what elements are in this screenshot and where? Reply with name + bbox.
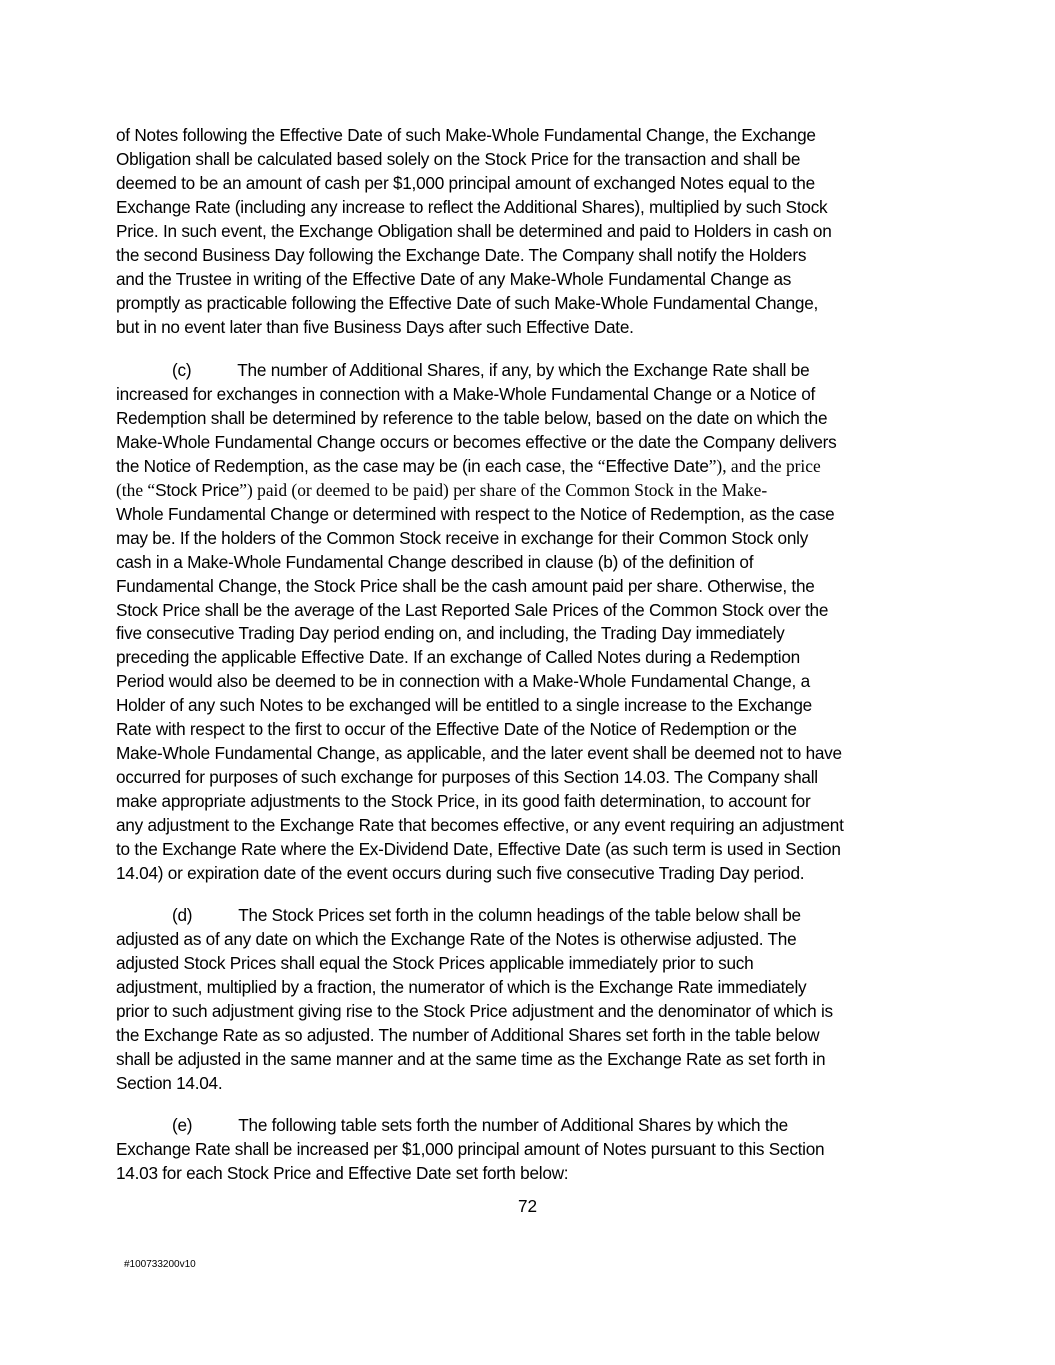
paragraph-first-line-text: The Stock Prices set forth in the column headings of the table below shall be — [238, 905, 801, 925]
paragraph-e — [116, 1114, 940, 1186]
text-line: Obligation shall be calculated based solely on the Stock Price for the transaction and shall be — [116, 148, 801, 169]
text-segment: “ — [597, 455, 606, 476]
text-segment: (the “ — [116, 479, 156, 500]
text-line: any adjustment to the Exchange Rate that becomes effective, or any event requiring an adjustment — [116, 815, 844, 836]
text-line: Redemption shall be determined by reference to the table below, based on the date on which the — [116, 407, 828, 428]
text-line: adjustment, multiplied by a fraction, the numerator of which is the Exchange Rate immediately — [116, 976, 807, 997]
paragraph-marker: (d) — [172, 905, 193, 925]
document-id: #100733200v10 — [124, 1259, 196, 1270]
paragraph-first-line-text: The number of Additional Shares, if any, by which the Exchange Rate shall be — [237, 360, 810, 380]
text-line: but in no event later than five Business Days after such Effective Date. — [116, 316, 634, 337]
text-line: cash in a Make-Whole Fundamental Change described in clause (b) of the definition of — [116, 551, 754, 572]
text-line: Holder of any such Notes to be exchanged will be entitled to a single increase to the Exchange — [116, 695, 812, 716]
text-segment: the Notice of Redemption, as the case may be (in each case, the — [116, 455, 598, 476]
text-segment: ”), and the price — [708, 455, 821, 476]
text-line: Stock Price shall be the average of the Last Reported Sale Prices of the Common Stock over the — [116, 599, 829, 620]
text-line: make appropriate adjustments to the Stock Price, in its good faith determination, to account for — [116, 791, 811, 812]
paragraph-first-line — [116, 359, 940, 383]
paragraph-first-line-text: The following table sets forth the number of Additional Shares by which the — [238, 1115, 788, 1135]
text-line: the Exchange Rate as so adjusted. The number of Additional Shares set forth in the table below — [116, 1024, 820, 1045]
text-line: may be. If the holders of the Common Stock receive in exchange for their Common Stock only — [116, 527, 809, 548]
text-line: Period would also be deemed to be in connection with a Make-Whole Fundamental Change, a — [116, 671, 810, 692]
text-segment: ”) paid (or deemed to be paid) per share of the Common Stock in the Make- — [239, 479, 768, 500]
text-line: five consecutive Trading Day period ending on, and including, the Trading Day immediately — [116, 623, 785, 644]
text-line: Make-Whole Fundamental Change, as applicable, and the later event shall be deemed not to have — [116, 743, 842, 764]
paragraph-c — [116, 359, 940, 886]
text-line: of Notes following the Effective Date of such Make-Whole Fundamental Change, the Exchange — [116, 125, 816, 145]
text-line: Rate with respect to the first to occur of the Effective Date of the Notice of Redemption or the — [116, 719, 797, 740]
paragraph-d — [116, 904, 940, 1096]
text-line: to the Exchange Rate where the Ex-Dividend Date, Effective Date (as such term is used in Section — [116, 839, 841, 860]
text-line: Whole Fundamental Change or determined with respect to the Notice of Redemption, as the case — [116, 503, 835, 524]
text-line: adjusted as of any date on which the Exchange Rate of the Notes is otherwise adjusted. The — [116, 928, 797, 949]
text-line-mixed-font — [116, 479, 940, 503]
text-line: Section 14.04. — [116, 1072, 223, 1093]
page-number: 72 — [517, 1196, 538, 1216]
text-line-mixed-font — [116, 455, 940, 479]
text-line: Fundamental Change, the Stock Price shall be the cash amount paid per share. Otherwise, the — [116, 575, 815, 596]
paragraph-b-continued — [116, 124, 940, 340]
defined-term: Effective Date — [605, 455, 709, 476]
text-line: Price. In such event, the Exchange Obligation shall be determined and paid to Holders in cash on — [116, 220, 832, 241]
paragraph-first-line — [116, 1114, 940, 1138]
paragraph-marker: (c) — [172, 360, 192, 380]
paragraph-first-line — [116, 904, 940, 928]
text-line: prior to such adjustment giving rise to the Stock Price adjustment and the denominator of which is — [116, 1000, 833, 1021]
text-line: 14.03 for each Stock Price and Effective Date set forth below: — [116, 1162, 569, 1183]
defined-term: Stock Price — [155, 479, 240, 500]
text-line: 14.04) or expiration date of the event occurs during such five consecutive Trading Day period. — [116, 863, 805, 884]
text-line: increased for exchanges in connection with a Make-Whole Fundamental Change or a Notice of — [116, 383, 816, 404]
paragraph-marker: (e) — [172, 1115, 193, 1135]
text-line: Exchange Rate (including any increase to reflect the Additional Shares), multiplied by such Stock — [116, 196, 828, 217]
text-line: Exchange Rate shall be increased per $1,000 principal amount of Notes pursuant to this Section — [116, 1138, 825, 1159]
text-line: adjusted Stock Prices shall equal the Stock Prices applicable immediately prior to such — [116, 952, 754, 973]
text-line: promptly as practicable following the Effective Date of such Make-Whole Fundamental Change, — [116, 292, 819, 313]
text-line: deemed to be an amount of cash per $1,000 principal amount of exchanged Notes equal to the — [116, 172, 815, 193]
text-line: shall be adjusted in the same manner and at the same time as the Exchange Rate as set forth in — [116, 1048, 826, 1069]
text-line: Make-Whole Fundamental Change occurs or becomes effective or the date the Company delivers — [116, 431, 837, 452]
text-line: and the Trustee in writing of the Effective Date of any Make-Whole Fundamental Change as — [116, 268, 792, 289]
text-line: occurred for purposes of such exchange for purposes of this Section 14.03. The Company shall — [116, 767, 818, 788]
text-line: preceding the applicable Effective Date. If an exchange of Called Notes during a Redemption — [116, 647, 800, 668]
text-line: the second Business Day following the Exchange Date. The Company shall notify the Holders — [116, 244, 807, 265]
